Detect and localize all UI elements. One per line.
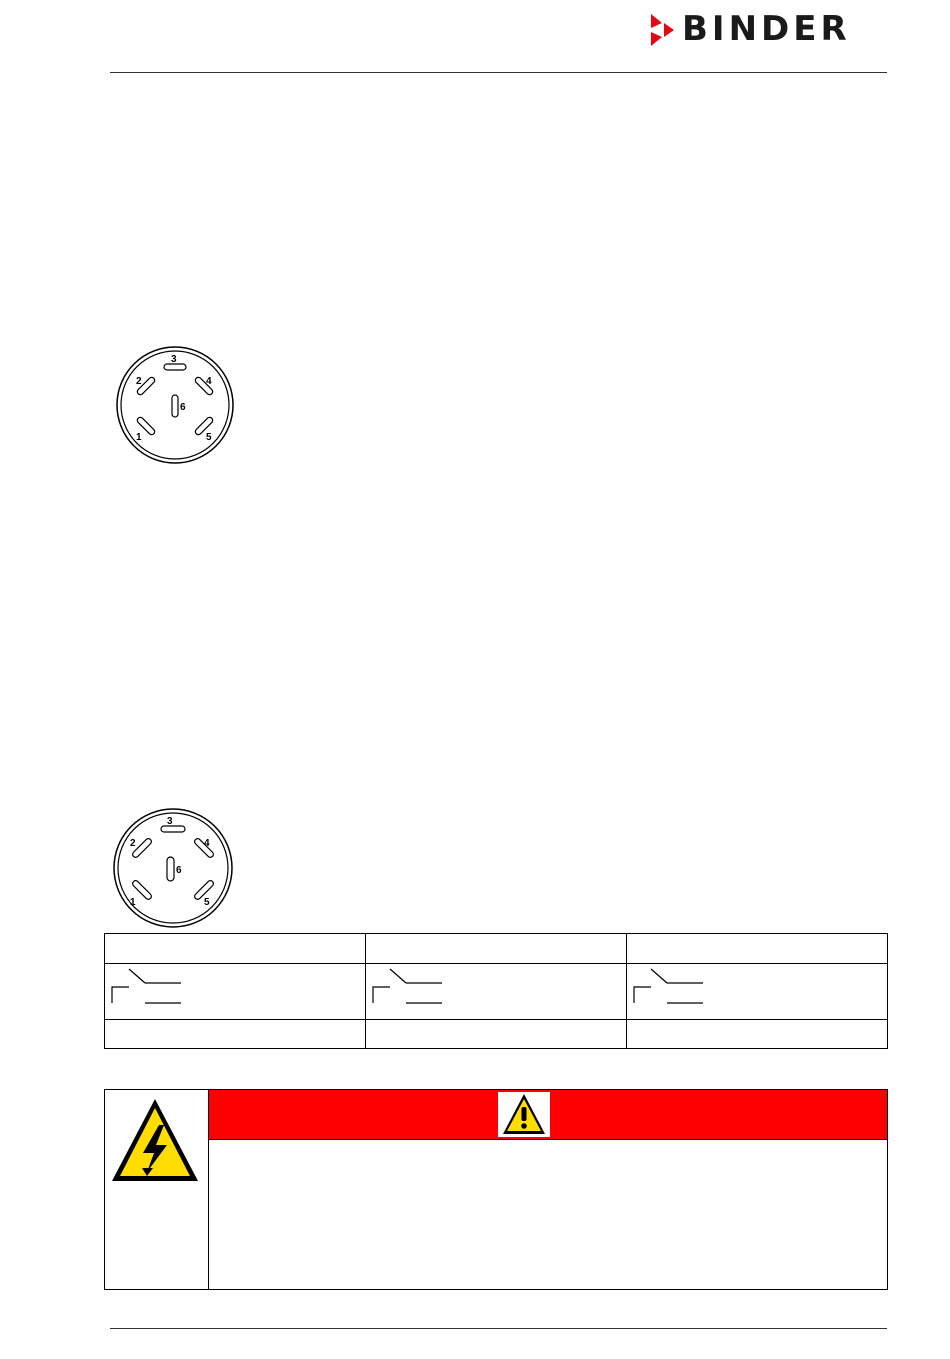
table-cell [105, 934, 366, 964]
hazard-icon-cell [105, 1090, 209, 1289]
table-cell [627, 964, 888, 1020]
connector-diagram-1 [116, 347, 236, 467]
pin-label: 5 [204, 897, 210, 908]
pin-label: 5 [206, 432, 212, 443]
binder-arrow-icon [648, 12, 678, 48]
table-row [105, 1020, 888, 1049]
table-cell [366, 1020, 627, 1049]
pin-label: 1 [136, 432, 142, 443]
pin-label: 6 [180, 402, 186, 413]
pin-label: 6 [176, 865, 182, 876]
table-cell [627, 934, 888, 964]
table-cell [366, 934, 627, 964]
table-cell [627, 1020, 888, 1049]
danger-banner [209, 1090, 887, 1140]
contact-table [104, 933, 888, 1049]
header-divider [110, 72, 887, 73]
switch-contact-icon [372, 966, 452, 1006]
electrical-hazard-icon [109, 1095, 201, 1187]
table-cell [366, 964, 627, 1020]
danger-warning-box [104, 1089, 888, 1290]
table-cell [105, 1020, 366, 1049]
pin-label: 4 [206, 376, 212, 387]
pin-label: 3 [171, 354, 177, 365]
pin-label: 4 [204, 838, 210, 849]
switch-contact-icon [111, 966, 191, 1006]
signal-icon-box [498, 1092, 550, 1137]
connector-diagram-2 [108, 810, 240, 930]
pin-label: 2 [136, 376, 142, 387]
table-row [105, 964, 888, 1020]
footer-divider [110, 1328, 887, 1329]
pin-label: 3 [167, 816, 173, 827]
brand-name: BINDER [682, 9, 851, 49]
binder-logo [648, 9, 888, 49]
pin-label: 2 [130, 838, 136, 849]
pin-label: 1 [130, 897, 136, 908]
table-cell [105, 964, 366, 1020]
switch-contact-icon [633, 966, 713, 1006]
exclamation-warning-icon [502, 1093, 546, 1135]
table-row [105, 934, 888, 964]
